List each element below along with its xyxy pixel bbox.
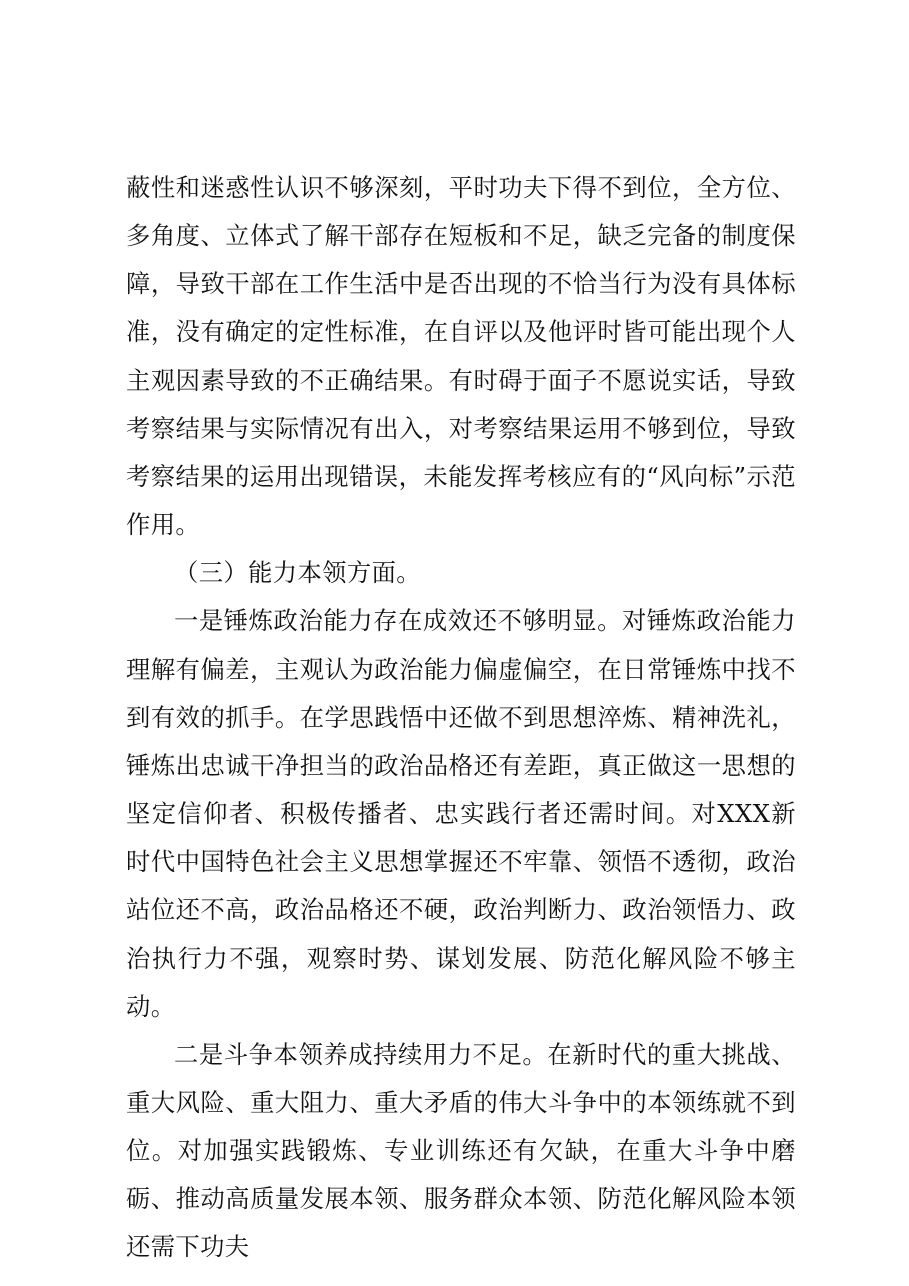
section-heading: （三）能力本领方面。 bbox=[174, 558, 421, 588]
paragraph-struggle-skill: 二是斗争本领养成持续用力不足。在新时代的重大挑战、重大风险、重大阻力、重大矛盾的伟大斗争中的本领练就不到位。对加强实践锻炼、专业训练还有欠缺，在重大斗争中磨砺、推动高质量发展本领、服务群众本领、防范化解风险本领还需下功夫 bbox=[126, 1039, 796, 1262]
paragraph-political-ability: 一是锤炼政治能力存在成效还不够明显。对锤炼政治能力理解有偏差，主观认为政治能力偏虚偏空，在日常锤炼中找不到有效的抓手。在学思践悟中还做不到思想淬炼、精神洗礼，锤炼出忠诚干净担当的政治品格还有差距，真正做这一思想的坚定信仰者、积极传播者、忠实践行者还需时间。对XXX新时代中国特色社会主义思想掌握还不牢靠、领悟不透彻，政治站位还不高，政治品格还不硬，政治判断力、政治领悟力、政治执行力不强，观察时势、谋划发展、防范化解风险不够主动。 bbox=[126, 606, 796, 1021]
document-body bbox=[126, 164, 796, 1272]
paragraph-continuation: 蔽性和迷惑性认识不够深刻，平时功夫下得不到位，全方位、多角度、立体式了解干部存在短板和不足，缺乏完备的制度保障，导致干部在工作生活中是否出现的不恰当行为没有具体标准，没有确定的定性标准，在自评以及他评时皆可能出现个人主观因素导致的不正确结果。有时碍于面子不愿说实话，导致考察结果与实际情况有出入，对考察结果运用不够到位，导致考察结果的运用出现错误，未能发挥考核应有的“风向标”示范作用。 bbox=[126, 173, 796, 540]
